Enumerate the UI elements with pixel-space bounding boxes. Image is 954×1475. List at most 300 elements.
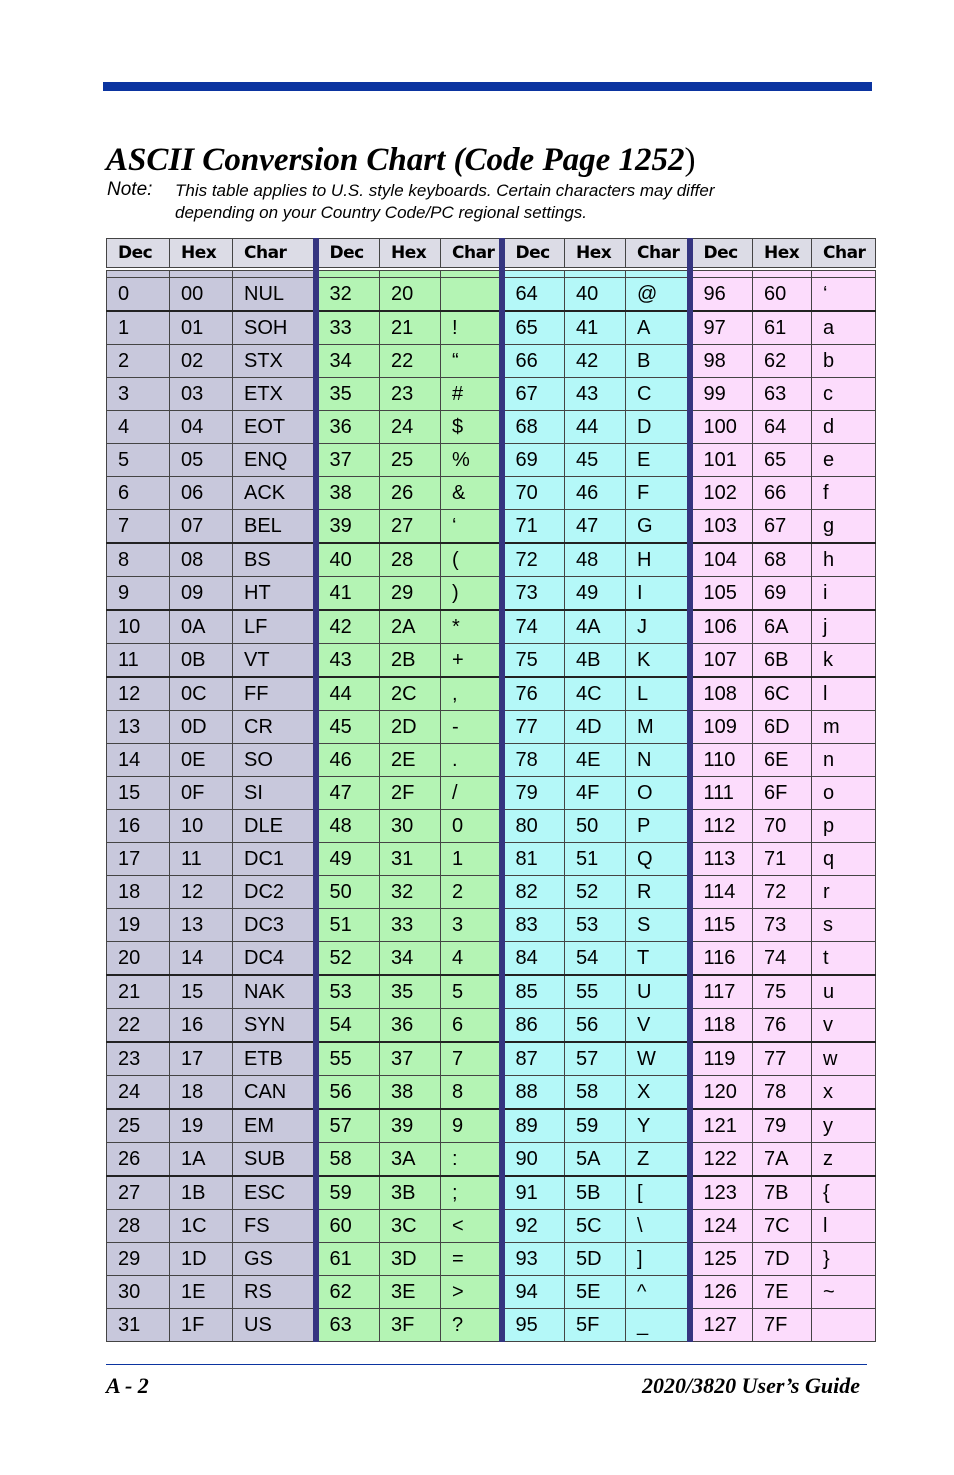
cell-char: R bbox=[626, 876, 690, 909]
cell-hex: 57 bbox=[565, 1042, 626, 1076]
cell-hex: 6C bbox=[753, 677, 812, 711]
cell-hex: 01 bbox=[170, 311, 233, 345]
cell-char: N bbox=[626, 744, 690, 777]
cell-hex: 48 bbox=[565, 543, 626, 577]
cell-dec: 126 bbox=[690, 1276, 753, 1309]
cell-hex: 45 bbox=[565, 444, 626, 477]
cell-char: “ bbox=[441, 345, 502, 378]
cell-dec: 63 bbox=[316, 1309, 380, 1342]
cell-char: l bbox=[812, 1210, 876, 1243]
spacer-cell bbox=[812, 269, 876, 278]
cell-char bbox=[441, 278, 502, 312]
cell-dec: 57 bbox=[316, 1109, 380, 1143]
cell-char: ! bbox=[441, 311, 502, 345]
cell-hex: 50 bbox=[565, 810, 626, 843]
cell-char: 6 bbox=[441, 1009, 502, 1043]
cell-hex: 2C bbox=[380, 677, 441, 711]
cell-char: DC4 bbox=[233, 942, 316, 976]
cell-char: i bbox=[812, 577, 876, 611]
cell-char: L bbox=[626, 677, 690, 711]
cell-dec: 27 bbox=[107, 1176, 170, 1210]
cell-dec: 103 bbox=[690, 510, 753, 544]
cell-hex: 49 bbox=[565, 577, 626, 611]
cell-hex: 27 bbox=[380, 510, 441, 544]
cell-dec: 106 bbox=[690, 610, 753, 644]
table-row bbox=[107, 1276, 876, 1309]
cell-dec: 84 bbox=[502, 942, 565, 976]
cell-dec: 98 bbox=[690, 345, 753, 378]
cell-hex: 25 bbox=[380, 444, 441, 477]
cell-dec: 90 bbox=[502, 1143, 565, 1177]
cell-dec: 28 bbox=[107, 1210, 170, 1243]
cell-char: 8 bbox=[441, 1076, 502, 1110]
cell-dec: 24 bbox=[107, 1076, 170, 1110]
cell-char: VT bbox=[233, 644, 316, 678]
cell-char: V bbox=[626, 1009, 690, 1043]
cell-dec: 97 bbox=[690, 311, 753, 345]
cell-hex: 42 bbox=[565, 345, 626, 378]
cell-dec: 55 bbox=[316, 1042, 380, 1076]
cell-hex: 75 bbox=[753, 975, 812, 1009]
cell-hex: 7A bbox=[753, 1143, 812, 1177]
cell-dec: 66 bbox=[502, 345, 565, 378]
cell-dec: 39 bbox=[316, 510, 380, 544]
cell-char: ACK bbox=[233, 477, 316, 510]
cell-char bbox=[812, 1309, 876, 1342]
cell-dec: 20 bbox=[107, 942, 170, 976]
cell-dec: 69 bbox=[502, 444, 565, 477]
header-spacer-row bbox=[107, 269, 876, 278]
cell-char: # bbox=[441, 378, 502, 411]
cell-char: ] bbox=[626, 1243, 690, 1276]
cell-dec: 22 bbox=[107, 1009, 170, 1043]
cell-dec: 102 bbox=[690, 477, 753, 510]
cell-hex: 7C bbox=[753, 1210, 812, 1243]
cell-dec: 54 bbox=[316, 1009, 380, 1043]
cell-dec: 82 bbox=[502, 876, 565, 909]
cell-dec: 122 bbox=[690, 1143, 753, 1177]
cell-char: US bbox=[233, 1309, 316, 1342]
cell-dec: 71 bbox=[502, 510, 565, 544]
cell-dec: 13 bbox=[107, 711, 170, 744]
cell-char: d bbox=[812, 411, 876, 444]
cell-dec: 34 bbox=[316, 345, 380, 378]
cell-dec: 124 bbox=[690, 1210, 753, 1243]
cell-dec: 94 bbox=[502, 1276, 565, 1309]
cell-char: DC2 bbox=[233, 876, 316, 909]
cell-hex: 40 bbox=[565, 278, 626, 312]
cell-hex: 56 bbox=[565, 1009, 626, 1043]
cell-hex: 61 bbox=[753, 311, 812, 345]
cell-hex: 26 bbox=[380, 477, 441, 510]
cell-dec: 91 bbox=[502, 1176, 565, 1210]
spacer-cell bbox=[690, 269, 753, 278]
cell-dec: 7 bbox=[107, 510, 170, 544]
cell-hex: 0B bbox=[170, 644, 233, 678]
cell-hex: 7F bbox=[753, 1309, 812, 1342]
cell-char: EM bbox=[233, 1109, 316, 1143]
cell-dec: 115 bbox=[690, 909, 753, 942]
cell-dec: 110 bbox=[690, 744, 753, 777]
cell-char: B bbox=[626, 345, 690, 378]
cell-char: U bbox=[626, 975, 690, 1009]
table-row bbox=[107, 311, 876, 345]
table-row bbox=[107, 644, 876, 678]
cell-char: SUB bbox=[233, 1143, 316, 1177]
cell-char: r bbox=[812, 876, 876, 909]
cell-char: p bbox=[812, 810, 876, 843]
cell-dec: 113 bbox=[690, 843, 753, 876]
cell-char: STX bbox=[233, 345, 316, 378]
cell-hex: 32 bbox=[380, 876, 441, 909]
cell-hex: 76 bbox=[753, 1009, 812, 1043]
cell-dec: 37 bbox=[316, 444, 380, 477]
table-header-row bbox=[107, 239, 876, 270]
cell-hex: 13 bbox=[170, 909, 233, 942]
header-hex-2: Hex bbox=[380, 239, 441, 270]
cell-char: ENQ bbox=[233, 444, 316, 477]
cell-char: GS bbox=[233, 1243, 316, 1276]
spacer-cell bbox=[626, 269, 690, 278]
cell-hex: 6F bbox=[753, 777, 812, 810]
cell-dec: 1 bbox=[107, 311, 170, 345]
cell-hex: 10 bbox=[170, 810, 233, 843]
cell-dec: 80 bbox=[502, 810, 565, 843]
cell-dec: 85 bbox=[502, 975, 565, 1009]
cell-hex: 7B bbox=[753, 1176, 812, 1210]
cell-dec: 109 bbox=[690, 711, 753, 744]
cell-char: t bbox=[812, 942, 876, 976]
cell-char: SOH bbox=[233, 311, 316, 345]
cell-char: NUL bbox=[233, 278, 316, 312]
spacer-cell bbox=[107, 269, 170, 278]
cell-hex: 1E bbox=[170, 1276, 233, 1309]
cell-hex: 06 bbox=[170, 477, 233, 510]
cell-char: \ bbox=[626, 1210, 690, 1243]
cell-char: ~ bbox=[812, 1276, 876, 1309]
cell-hex: 55 bbox=[565, 975, 626, 1009]
cell-hex: 1C bbox=[170, 1210, 233, 1243]
cell-hex: 23 bbox=[380, 378, 441, 411]
cell-dec: 76 bbox=[502, 677, 565, 711]
cell-char: f bbox=[812, 477, 876, 510]
cell-hex: 33 bbox=[380, 909, 441, 942]
footer-page-number: A - 2 bbox=[106, 1373, 149, 1398]
table-row bbox=[107, 278, 876, 312]
cell-hex: 15 bbox=[170, 975, 233, 1009]
cell-dec: 127 bbox=[690, 1309, 753, 1342]
cell-char: DC1 bbox=[233, 843, 316, 876]
header-char-1: Char bbox=[233, 239, 316, 270]
cell-char: CAN bbox=[233, 1076, 316, 1110]
cell-dec: 70 bbox=[502, 477, 565, 510]
cell-hex: 02 bbox=[170, 345, 233, 378]
cell-dec: 30 bbox=[107, 1276, 170, 1309]
cell-dec: 42 bbox=[316, 610, 380, 644]
cell-dec: 6 bbox=[107, 477, 170, 510]
cell-hex: 52 bbox=[565, 876, 626, 909]
table-row bbox=[107, 1176, 876, 1210]
spacer-cell bbox=[441, 269, 502, 278]
cell-char: a bbox=[812, 311, 876, 345]
cell-char: - bbox=[441, 711, 502, 744]
table-row bbox=[107, 677, 876, 711]
cell-char: FS bbox=[233, 1210, 316, 1243]
table-row bbox=[107, 744, 876, 777]
page-title bbox=[106, 140, 696, 180]
cell-hex: 6E bbox=[753, 744, 812, 777]
cell-dec: 48 bbox=[316, 810, 380, 843]
cell-dec: 112 bbox=[690, 810, 753, 843]
cell-char: H bbox=[626, 543, 690, 577]
cell-char: G bbox=[626, 510, 690, 544]
cell-hex: 14 bbox=[170, 942, 233, 976]
cell-dec: 29 bbox=[107, 1243, 170, 1276]
table-row bbox=[107, 1210, 876, 1243]
cell-hex: 59 bbox=[565, 1109, 626, 1143]
cell-char: ESC bbox=[233, 1176, 316, 1210]
cell-hex: 5F bbox=[565, 1309, 626, 1342]
cell-dec: 74 bbox=[502, 610, 565, 644]
cell-hex: 3E bbox=[380, 1276, 441, 1309]
cell-char: DLE bbox=[233, 810, 316, 843]
cell-hex: 4A bbox=[565, 610, 626, 644]
cell-dec: 72 bbox=[502, 543, 565, 577]
cell-dec: 114 bbox=[690, 876, 753, 909]
cell-dec: 100 bbox=[690, 411, 753, 444]
header-char-2: Char bbox=[441, 239, 502, 270]
cell-dec: 0 bbox=[107, 278, 170, 312]
cell-hex: 07 bbox=[170, 510, 233, 544]
cell-dec: 44 bbox=[316, 677, 380, 711]
cell-hex: 58 bbox=[565, 1076, 626, 1110]
cell-char: b bbox=[812, 345, 876, 378]
cell-dec: 99 bbox=[690, 378, 753, 411]
table-row bbox=[107, 1309, 876, 1342]
spacer-cell bbox=[565, 269, 626, 278]
cell-char: & bbox=[441, 477, 502, 510]
table-row bbox=[107, 543, 876, 577]
cell-hex: 44 bbox=[565, 411, 626, 444]
cell-dec: 81 bbox=[502, 843, 565, 876]
cell-hex: 16 bbox=[170, 1009, 233, 1043]
cell-dec: 35 bbox=[316, 378, 380, 411]
cell-char: CR bbox=[233, 711, 316, 744]
cell-char: ^ bbox=[626, 1276, 690, 1309]
table-row bbox=[107, 411, 876, 444]
cell-hex: 31 bbox=[380, 843, 441, 876]
cell-char: } bbox=[812, 1243, 876, 1276]
cell-char: $ bbox=[441, 411, 502, 444]
cell-char: ? bbox=[441, 1309, 502, 1342]
footer-guide-title: 2020/3820 User’s Guide bbox=[642, 1373, 860, 1398]
cell-char: > bbox=[441, 1276, 502, 1309]
cell-hex: 5B bbox=[565, 1176, 626, 1210]
cell-hex: 0A bbox=[170, 610, 233, 644]
cell-hex: 3A bbox=[380, 1143, 441, 1177]
cell-char: ‘ bbox=[441, 510, 502, 544]
cell-char: 3 bbox=[441, 909, 502, 942]
cell-dec: 107 bbox=[690, 644, 753, 678]
cell-hex: 0D bbox=[170, 711, 233, 744]
header-dec-4: Dec bbox=[690, 239, 753, 270]
cell-hex: 63 bbox=[753, 378, 812, 411]
cell-char: / bbox=[441, 777, 502, 810]
cell-char: Z bbox=[626, 1143, 690, 1177]
cell-char: 2 bbox=[441, 876, 502, 909]
spacer-cell bbox=[170, 269, 233, 278]
cell-char: : bbox=[441, 1143, 502, 1177]
cell-dec: 51 bbox=[316, 909, 380, 942]
cell-hex: 22 bbox=[380, 345, 441, 378]
cell-hex: 00 bbox=[170, 278, 233, 312]
cell-char: BS bbox=[233, 543, 316, 577]
cell-dec: 25 bbox=[107, 1109, 170, 1143]
cell-hex: 67 bbox=[753, 510, 812, 544]
cell-dec: 5 bbox=[107, 444, 170, 477]
spacer-cell bbox=[233, 269, 316, 278]
cell-dec: 21 bbox=[107, 975, 170, 1009]
cell-hex: 1B bbox=[170, 1176, 233, 1210]
cell-hex: 30 bbox=[380, 810, 441, 843]
cell-hex: 1F bbox=[170, 1309, 233, 1342]
cell-char: q bbox=[812, 843, 876, 876]
header-dec-3: Dec bbox=[502, 239, 565, 270]
cell-char: % bbox=[441, 444, 502, 477]
cell-hex: 51 bbox=[565, 843, 626, 876]
cell-dec: 79 bbox=[502, 777, 565, 810]
cell-dec: 101 bbox=[690, 444, 753, 477]
table-row bbox=[107, 345, 876, 378]
cell-dec: 45 bbox=[316, 711, 380, 744]
cell-hex: 6B bbox=[753, 644, 812, 678]
cell-char: < bbox=[441, 1210, 502, 1243]
cell-char: o bbox=[812, 777, 876, 810]
cell-dec: 33 bbox=[316, 311, 380, 345]
cell-char: E bbox=[626, 444, 690, 477]
table-body bbox=[107, 269, 876, 1342]
cell-dec: 87 bbox=[502, 1042, 565, 1076]
cell-hex: 70 bbox=[753, 810, 812, 843]
cell-char: LF bbox=[233, 610, 316, 644]
cell-hex: 60 bbox=[753, 278, 812, 312]
cell-hex: 21 bbox=[380, 311, 441, 345]
cell-hex: 17 bbox=[170, 1042, 233, 1076]
cell-hex: 69 bbox=[753, 577, 812, 611]
header-hex-1: Hex bbox=[170, 239, 233, 270]
ascii-conversion-table bbox=[106, 238, 876, 1342]
cell-hex: 3F bbox=[380, 1309, 441, 1342]
cell-char: ) bbox=[441, 577, 502, 611]
cell-char: Y bbox=[626, 1109, 690, 1143]
cell-dec: 119 bbox=[690, 1042, 753, 1076]
cell-dec: 32 bbox=[316, 278, 380, 312]
cell-dec: 19 bbox=[107, 909, 170, 942]
cell-hex: 7E bbox=[753, 1276, 812, 1309]
cell-char: y bbox=[812, 1109, 876, 1143]
cell-char: 0 bbox=[441, 810, 502, 843]
note-line-2: depending on your Country Code/PC regional settings. bbox=[175, 203, 588, 222]
header-hex-4: Hex bbox=[753, 239, 812, 270]
cell-hex: 66 bbox=[753, 477, 812, 510]
table-row bbox=[107, 510, 876, 544]
cell-dec: 78 bbox=[502, 744, 565, 777]
cell-dec: 108 bbox=[690, 677, 753, 711]
cell-char: j bbox=[812, 610, 876, 644]
table-row bbox=[107, 810, 876, 843]
cell-char: FF bbox=[233, 677, 316, 711]
cell-hex: 1D bbox=[170, 1243, 233, 1276]
cell-char: ETX bbox=[233, 378, 316, 411]
note-text bbox=[175, 180, 875, 224]
cell-hex: 20 bbox=[380, 278, 441, 312]
footer-divider bbox=[106, 1364, 867, 1365]
cell-dec: 8 bbox=[107, 543, 170, 577]
cell-dec: 46 bbox=[316, 744, 380, 777]
cell-char: x bbox=[812, 1076, 876, 1110]
cell-hex: 08 bbox=[170, 543, 233, 577]
cell-hex: 11 bbox=[170, 843, 233, 876]
cell-char: K bbox=[626, 644, 690, 678]
cell-char: u bbox=[812, 975, 876, 1009]
cell-char: X bbox=[626, 1076, 690, 1110]
cell-char: 7 bbox=[441, 1042, 502, 1076]
cell-dec: 75 bbox=[502, 644, 565, 678]
cell-char: 4 bbox=[441, 942, 502, 976]
cell-hex: 39 bbox=[380, 1109, 441, 1143]
cell-char: ‘ bbox=[812, 278, 876, 312]
cell-char: ( bbox=[441, 543, 502, 577]
table-row bbox=[107, 610, 876, 644]
cell-hex: 6A bbox=[753, 610, 812, 644]
header-dec-1: Dec bbox=[107, 239, 170, 270]
cell-dec: 15 bbox=[107, 777, 170, 810]
cell-hex: 5E bbox=[565, 1276, 626, 1309]
cell-hex: 38 bbox=[380, 1076, 441, 1110]
cell-hex: 43 bbox=[565, 378, 626, 411]
cell-hex: 19 bbox=[170, 1109, 233, 1143]
table-row bbox=[107, 909, 876, 942]
spacer-cell bbox=[316, 269, 380, 278]
table-row bbox=[107, 975, 876, 1009]
cell-char: v bbox=[812, 1009, 876, 1043]
header-char-4: Char bbox=[812, 239, 876, 270]
cell-char: ETB bbox=[233, 1042, 316, 1076]
table-row bbox=[107, 1143, 876, 1177]
cell-char: HT bbox=[233, 577, 316, 611]
cell-dec: 2 bbox=[107, 345, 170, 378]
cell-char: J bbox=[626, 610, 690, 644]
table-row bbox=[107, 711, 876, 744]
spacer-cell bbox=[753, 269, 812, 278]
cell-dec: 73 bbox=[502, 577, 565, 611]
cell-char: h bbox=[812, 543, 876, 577]
cell-char: A bbox=[626, 311, 690, 345]
cell-dec: 9 bbox=[107, 577, 170, 611]
cell-hex: 09 bbox=[170, 577, 233, 611]
cell-char: D bbox=[626, 411, 690, 444]
cell-dec: 88 bbox=[502, 1076, 565, 1110]
cell-dec: 26 bbox=[107, 1143, 170, 1177]
cell-dec: 95 bbox=[502, 1309, 565, 1342]
cell-char: Q bbox=[626, 843, 690, 876]
cell-hex: 53 bbox=[565, 909, 626, 942]
cell-dec: 43 bbox=[316, 644, 380, 678]
cell-hex: 4E bbox=[565, 744, 626, 777]
cell-dec: 10 bbox=[107, 610, 170, 644]
cell-char: M bbox=[626, 711, 690, 744]
cell-char: NAK bbox=[233, 975, 316, 1009]
